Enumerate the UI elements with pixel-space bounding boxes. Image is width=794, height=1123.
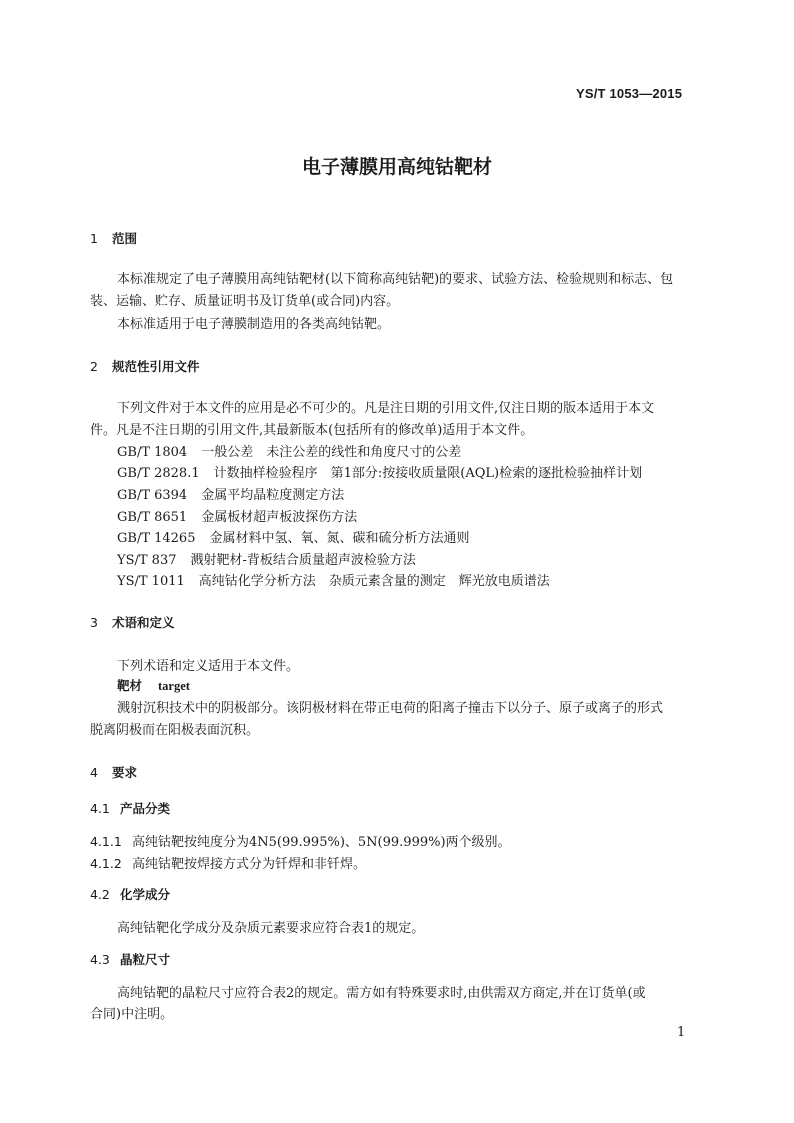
section-3-heading: [90, 613, 175, 631]
scope-paragraph-line1: 本标准规定了电子薄膜用高纯钴靶材(以下简称高纯钴靶)的要求、试验方法、检验规则和标志、包: [117, 272, 674, 287]
section-title: 化学成分: [120, 887, 171, 902]
section-2-heading: [90, 357, 200, 375]
standard-number: YS/T 1053—2015: [576, 86, 683, 101]
clause-number: 4.1.2: [90, 856, 122, 871]
scope-paragraph-2: 本标准适用于电子薄膜制造用的各类高纯钴靶。: [117, 317, 391, 332]
section-4-heading: [90, 763, 137, 781]
references-intro-line2: 件。凡是不注日期的引用文件,其最新版本(包括所有的修改单)适用于本文件。: [90, 423, 534, 438]
clause-4-1-2: [90, 853, 366, 872]
reference-item: [117, 484, 344, 503]
clause-4-1-1: [90, 831, 511, 850]
term-definition-line1: 溅射沉积技术中的阴极部分。该阴极材料在带正电荷的阳离子撞击下以分子、原子或离子的形式: [117, 701, 664, 716]
reference-title: 计数抽样检验程序 第1部分:按接收质量限(AQL)检索的逐批检验抽样计划: [213, 466, 643, 481]
reference-item: [117, 527, 470, 546]
grain-size-text-line1: 高纯钴靶的晶粒尺寸应符合表2的规定。需方如有特殊要求时,由供需双方商定,并在订货单(或: [117, 986, 646, 1001]
reference-item: [117, 462, 642, 481]
section-4-3-heading: [90, 950, 170, 968]
reference-title: 溅射靶材-背板结合质量超声波检验方法: [190, 553, 416, 568]
reference-item: [117, 506, 357, 525]
section-4-2-heading: [90, 885, 170, 903]
grain-size-text-line2: 合同)中注明。: [90, 1007, 174, 1022]
reference-code: GB/T 1804: [117, 445, 188, 460]
term-chinese: 靶材: [117, 678, 143, 693]
clause-number: 4.1.1: [90, 834, 122, 849]
reference-title: 一般公差 未注公差的线性和角度尺寸的公差: [201, 445, 462, 460]
section-title: 要求: [112, 765, 138, 780]
reference-item: [117, 441, 461, 460]
reference-title: 金属材料中氢、氧、氮、碳和硫分析方法通则: [209, 531, 470, 546]
scope-paragraph-line2: 装、运输、贮存、质量证明书及订货单(或合同)内容。: [90, 294, 400, 309]
reference-title: 金属平均晶粒度测定方法: [201, 488, 345, 503]
reference-code: YS/T 1011: [117, 574, 185, 589]
document-title: 电子薄膜用高纯钴靶材: [301, 156, 492, 178]
section-title: 产品分类: [120, 801, 171, 816]
reference-code: GB/T 8651: [117, 510, 188, 525]
chemical-composition-text: 高纯钴靶化学成分及杂质元素要求应符合表1的规定。: [117, 921, 425, 936]
reference-item: [117, 570, 550, 589]
term-entry: [117, 676, 190, 694]
reference-code: YS/T 837: [117, 553, 177, 568]
term-definition-line2: 脱离阴极而在阳极表面沉积。: [90, 723, 260, 738]
section-number: 4.3: [90, 952, 110, 967]
reference-title: 金属板材超声板波探伤方法: [201, 510, 358, 525]
section-4-1-heading: [90, 799, 170, 817]
reference-code: GB/T 6394: [117, 488, 188, 503]
reference-item: [117, 549, 416, 568]
page-number: 1: [677, 1025, 686, 1040]
clause-text: 高纯钴靶按焊接方式分为钎焊和非钎焊。: [132, 857, 367, 872]
terms-intro: 下列术语和定义适用于本文件。: [117, 659, 300, 674]
section-title: 范围: [112, 231, 138, 246]
section-number: 4: [90, 765, 98, 780]
section-title: 术语和定义: [112, 615, 175, 630]
section-number: 4.2: [90, 887, 110, 902]
section-number: 2: [90, 359, 98, 374]
clause-text: 高纯钴靶按纯度分为4N5(99.995%)、5N(99.999%)两个级别。: [132, 835, 511, 850]
section-title: 晶粒尺寸: [120, 952, 171, 967]
term-english: target: [158, 679, 190, 693]
section-number: 1: [90, 231, 98, 246]
reference-title: 高纯钴化学分析方法 杂质元素含量的测定 辉光放电质谱法: [198, 574, 550, 589]
references-intro-line1: 下列文件对于本文件的应用是必不可少的。凡是注日期的引用文件,仅注日期的版本适用于本文: [117, 401, 655, 416]
section-1-heading: [90, 229, 137, 247]
reference-code: GB/T 14265: [117, 531, 196, 546]
section-title: 规范性引用文件: [112, 359, 200, 374]
section-number: 4.1: [90, 801, 110, 816]
reference-code: GB/T 2828.1: [117, 466, 200, 481]
section-number: 3: [90, 615, 98, 630]
